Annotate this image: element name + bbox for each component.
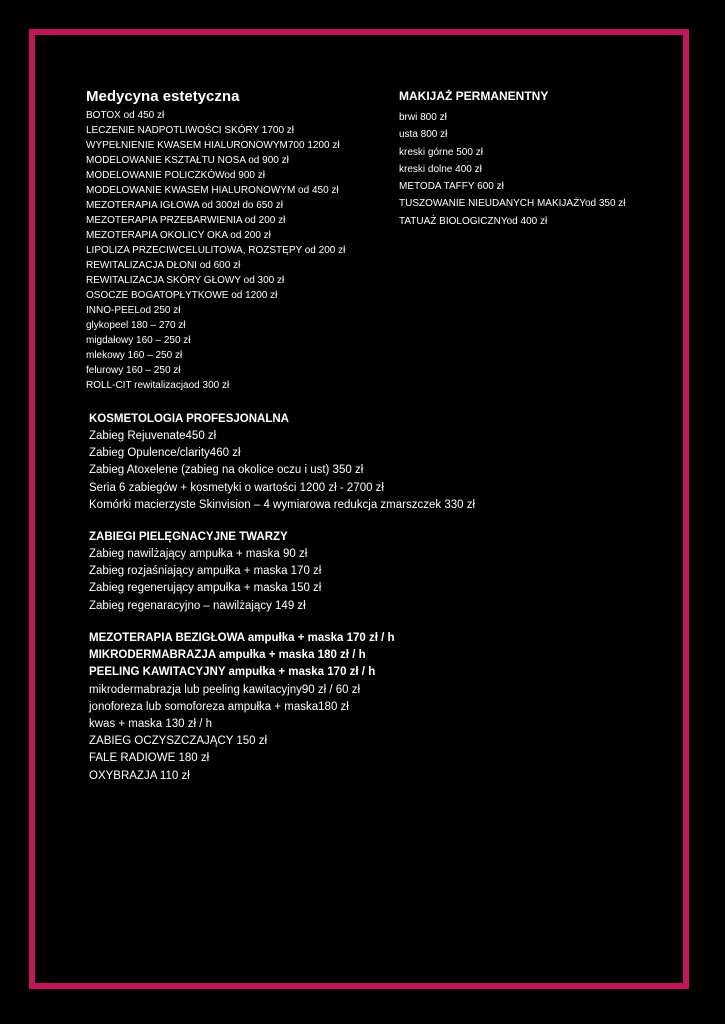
list-item-bold: MIKRODERMABRAZJA ampułka + maska 180 zł / h [89, 649, 366, 662]
list-item: WYPEŁNIENIE KWASEM HIALURONOWYM700 1200 zł [86, 140, 340, 151]
list-item: OXYBRAZJA 110 zł [89, 769, 190, 782]
list-item: usta 800 zł [399, 129, 448, 141]
list-item: MEZOTERAPIA PRZEBARWIENIA od 200 zł [86, 215, 286, 226]
inne-section [89, 630, 709, 785]
list-item: MODELOWANIE POLICZKÓWod 900 zł [86, 170, 265, 181]
list-item: MEZOTERAPIA IGŁOWA od 300zł do 650 zł [86, 200, 283, 211]
list-item: OSOCZE BOGATOPŁYTKOWE od 1200 zł [86, 290, 278, 301]
list-item: REWITALIZACJA SKÓRY GŁOWY od 300 zł [86, 275, 285, 286]
medycyna-title: Medycyna estetyczna [86, 88, 240, 105]
list-item: Zabieg regenerujący ampułka + maska 150 zł [89, 582, 322, 595]
kosmetologia-section [89, 411, 709, 514]
list-item: kreski górne 500 zł [399, 146, 483, 158]
list-item-bold: MEZOTERAPIA BEZIGŁOWA ampułka + maska 170 zł / h [89, 632, 395, 644]
kosmetologia-title: KOSMETOLOGIA PROFESJONALNA [89, 413, 289, 425]
list-item: BOTOX od 450 zł [86, 110, 165, 121]
medycyna-list [86, 108, 396, 393]
list-item: Zabieg Rejuvenate450 zł [89, 430, 217, 442]
list-item: TATUAŻ BIOLOGICZNYod 400 zł [399, 215, 548, 227]
pielegnacyjne-section [89, 529, 709, 615]
list-item: MODELOWANIE KWASEM HIALURONOWYM od 450 zł [86, 185, 339, 196]
list-item: mlekowy 160 – 250 zł [86, 350, 183, 361]
list-item-bold: PEELING KAWITACYJNY ampułka + maska 170 zł / h [89, 666, 376, 679]
pielegnacyjne-title: ZABIEGI PIELĘGNACYJNE TWARZY [89, 531, 288, 543]
list-item: REWITALIZACJA DŁONI od 600 zł [86, 260, 241, 271]
list-item: jonoforeza lub somoforeza ampułka + maska180 zł [89, 700, 349, 713]
list-item: Komórki macierzyste Skinvision – 4 wymiarowa redukcja zmarszczek 330 zł [89, 498, 476, 511]
list-item: kreski dolne 400 zł [399, 163, 482, 175]
list-item: ROLL-CIT rewitalizacjaod 300 zł [86, 380, 230, 391]
list-item: TUSZOWANIE NIEUDANYCH MAKIJAŻYod 350 zł [399, 198, 626, 210]
list-item: Zabieg nawilżający ampułka + maska 90 zł [89, 548, 308, 560]
makijaz-section [399, 88, 699, 230]
makijaz-list [399, 109, 699, 230]
list-item: Zabieg Opulence/clarity460 zł [89, 447, 241, 460]
makijaz-title: MAKIJAŻ PERMANENTNY [399, 89, 549, 103]
list-item: INNO-PEELod 250 zł [86, 305, 181, 316]
list-item: Seria 6 zabiegów + kosmetyki o wartości 1200 zł - 2700 zł [89, 481, 384, 494]
list-item: brwi 800 zł [399, 112, 447, 123]
list-item: LECZENIE NADPOTLIWOŚCI SKÓRY 1700 zł [86, 125, 295, 136]
medycyna-section [86, 88, 396, 393]
list-item: LIPOLIZA PRZECIWCELULITOWA, ROZSTĘPY od 200 zł [86, 245, 346, 256]
list-item: glykopeel 180 – 270 zł [86, 320, 186, 331]
list-item: Zabieg rozjaśniający ampułka + maska 170 zł [89, 565, 322, 578]
list-item: METODA TAFFY 600 zł [399, 181, 504, 193]
list-item: mikrodermabrazja lub peeling kawitacyjny90 zł / 60 zł [89, 683, 361, 696]
list-item: MODELOWANIE KSZTAŁTU NOSA od 900 zł [86, 155, 289, 166]
list-item: kwas + maska 130 zł / h [89, 718, 213, 731]
list-item: felurowy 160 – 250 zł [86, 365, 181, 376]
list-item: Zabieg Atoxelene (zabieg na okolice oczu i ust) 350 zł [89, 464, 364, 477]
list-item: Zabieg regenaracyjno – nawilżający 149 zł [89, 599, 306, 612]
list-item: MEZOTERAPIA OKOLICY OKA od 200 zł [86, 230, 271, 241]
list-item: migdałowy 160 – 250 zł [86, 335, 191, 346]
list-item: FALE RADIOWE 180 zł [89, 752, 210, 765]
list-item: ZABIEG OCZYSZCZAJĄCY 150 zł [89, 735, 268, 748]
